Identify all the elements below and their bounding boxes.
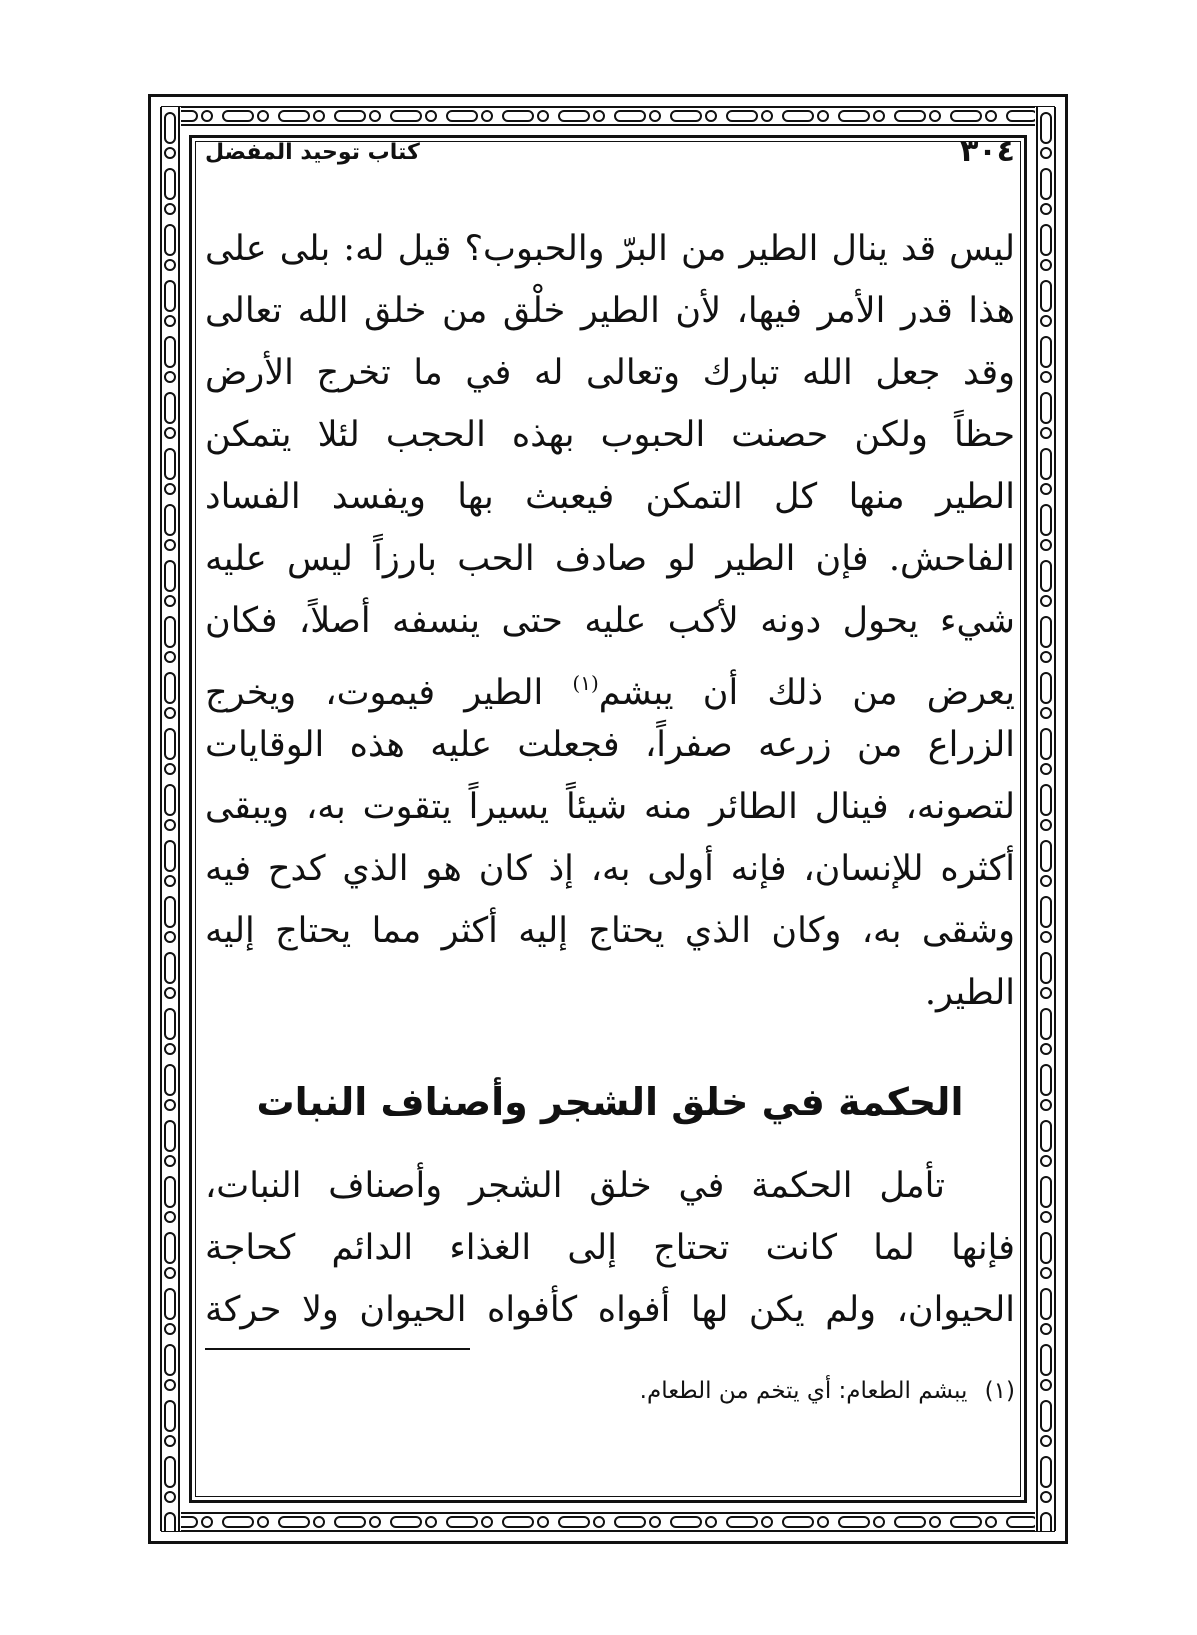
section-heading: الحكمة في خلق الشجر وأصناف النبات [256, 1080, 964, 1124]
text-line: هذا قدر الأمر فيها، لأن الطير خلْق من خلق الله تعالى [205, 291, 1015, 331]
text-line: فإنها لما كانت تحتاج إلى الغذاء الدائم كحاجة [205, 1228, 1015, 1268]
footnote-text: يبشم الطعام: أي يتخم من الطعام. [639, 1378, 968, 1404]
page-content [205, 120, 1015, 1450]
text-line: الطير منها كل التمكن فيعبث بها ويفسد الفساد [205, 477, 1015, 517]
text-line: وقد جعل الله تبارك وتعالى له في ما تخرج الأرض [205, 353, 1015, 393]
text-line: ليس قد ينال الطير من البرّ والحبوب؟ قيل له: بلى على [205, 229, 1015, 269]
text-line: الزراع من زرعه صفراً، فجعلت عليه هذه الوقايات [205, 725, 1015, 765]
border-chain-right [1035, 107, 1057, 1531]
text-line-with-footnote-ref [205, 652, 1015, 714]
page-number: ٣٠٤ [960, 134, 1015, 169]
text-line: شيء يحول دونه لأكب عليه حتى ينسفه أصلاً، فكان [205, 601, 1015, 641]
text-line: حظاً ولكن حصنت الحبوب بهذه الحجب لئلا يتمكن [205, 415, 1015, 455]
section-paragraph [205, 1155, 1015, 1341]
running-header [205, 134, 1015, 174]
text-line: الحيوان، ولم يكن لها أفواه كأفواه الحيوان ولا حركة [205, 1290, 1015, 1330]
text-line: لتصونه، فينال الطائر منه شيئاً يسيراً يتقوت به، ويبقى [205, 787, 1015, 827]
body-paragraph [205, 218, 1015, 1024]
text-line: تأمل الحكمة في خلق الشجر وأصناف النبات، [205, 1166, 945, 1206]
text-line: أكثره للإنسان، فإنه أولى به، إذ كان هو الذي كدح فيه [205, 849, 1015, 889]
text-line: وشقى به، وكان الذي يحتاج إليه أكثر مما يحتاج إليه [205, 911, 1015, 951]
text-segment: يعرض من ذلك أن يبشم [598, 673, 1016, 713]
footnote [640, 1378, 1015, 1404]
footnote-separator [205, 1348, 470, 1350]
footnote-reference[interactable]: (١) [572, 671, 599, 695]
border-chain-bottom [161, 1511, 1055, 1533]
text-line: الفاحش. فإن الطير لو صادف الحب بارزاً ليس عليه [205, 539, 1015, 579]
border-chain-left [159, 107, 181, 1531]
text-line: الطير. [924, 973, 1015, 1013]
book-title: كتاب توحيد المفضل [205, 140, 420, 165]
footnote-marker: (١) [984, 1378, 1015, 1404]
text-segment: الطير فيموت، ويخرج [205, 673, 544, 713]
